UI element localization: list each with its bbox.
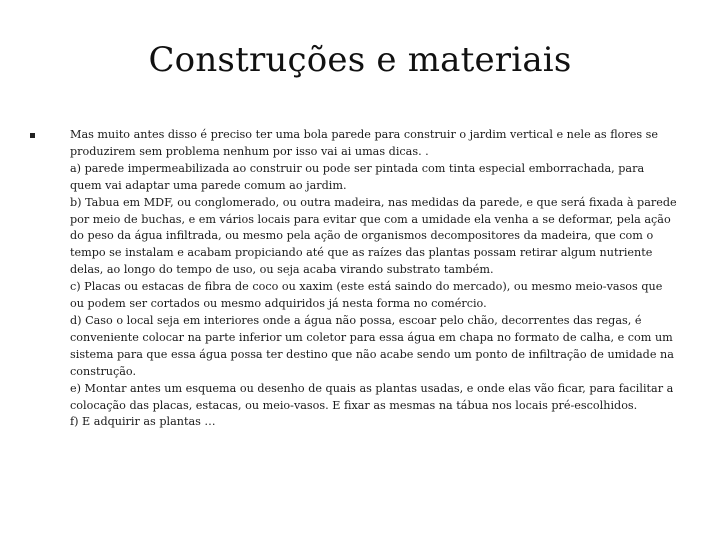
bullet-text bbox=[70, 127, 690, 431]
slide-title: Construções e materiais bbox=[148, 40, 572, 80]
text-line: quem vai adaptar uma parede comum ao jardim. bbox=[70, 178, 347, 192]
text-line: f) E adquirir as plantas … bbox=[70, 415, 216, 429]
bullet-item bbox=[30, 127, 690, 431]
text-line: b) Tabua em MDF, ou conglomerado, ou outra madeira, nas medidas da parede, e que será fixada à parede bbox=[70, 195, 677, 209]
text-line: construção. bbox=[70, 364, 137, 378]
bullet-icon bbox=[30, 133, 35, 138]
text-line: d) Caso o local seja em interiores onde a água não possa, escoar pelo chão, decorrentes das regas, é bbox=[70, 313, 642, 327]
text-line: conveniente colocar na parte inferior um coletor para essa água em chapa no formato de calha, e com um bbox=[70, 330, 673, 344]
text-line: ou podem ser cortados ou mesmo adquiridos já nesta forma no comércio. bbox=[70, 297, 487, 311]
text-line: c) Placas ou estacas de fibra de coco ou xaxim (este está saindo do mercado), ou mesmo meio-vasos que bbox=[70, 280, 663, 294]
text-line: delas, ao longo do tempo de uso, ou seja acaba virando substrato também. bbox=[70, 263, 494, 277]
text-line: Mas muito antes disso é preciso ter uma bola parede para construir o jardim vertical e nele as flores se bbox=[70, 128, 659, 141]
text-line: por meio de buchas, e em vários locais para evitar que com a umidade ela venha a se deformar, pela ação bbox=[70, 212, 671, 226]
text-line: tempo se instalam e acabam propiciando até que as raízes das plantas possam retirar algum nutriente bbox=[70, 246, 653, 260]
text-line: do peso da água infiltrada, ou mesmo pela ação de organismos decompositores da madeira, que com o bbox=[70, 229, 654, 243]
text-line: produzirem sem problema nenhum por isso vai ai umas dicas. . bbox=[70, 144, 429, 158]
text-line: sistema para que essa água possa ter destino que não acabe sendo um ponto de infiltração de umidade na bbox=[70, 347, 674, 361]
text-line: colocação das placas, estacas, ou meio-vasos. E fixar as mesmas na tábua nos locais pré-escolhidos. bbox=[70, 398, 638, 412]
text-line: a) parede impermeabilizada ao construir ou pode ser pintada com tinta especial emborrachada, para bbox=[70, 161, 645, 175]
text-line: e) Montar antes um esquema ou desenho de quais as plantas usadas, e onde elas vão ficar, para facilitar a bbox=[70, 381, 674, 395]
